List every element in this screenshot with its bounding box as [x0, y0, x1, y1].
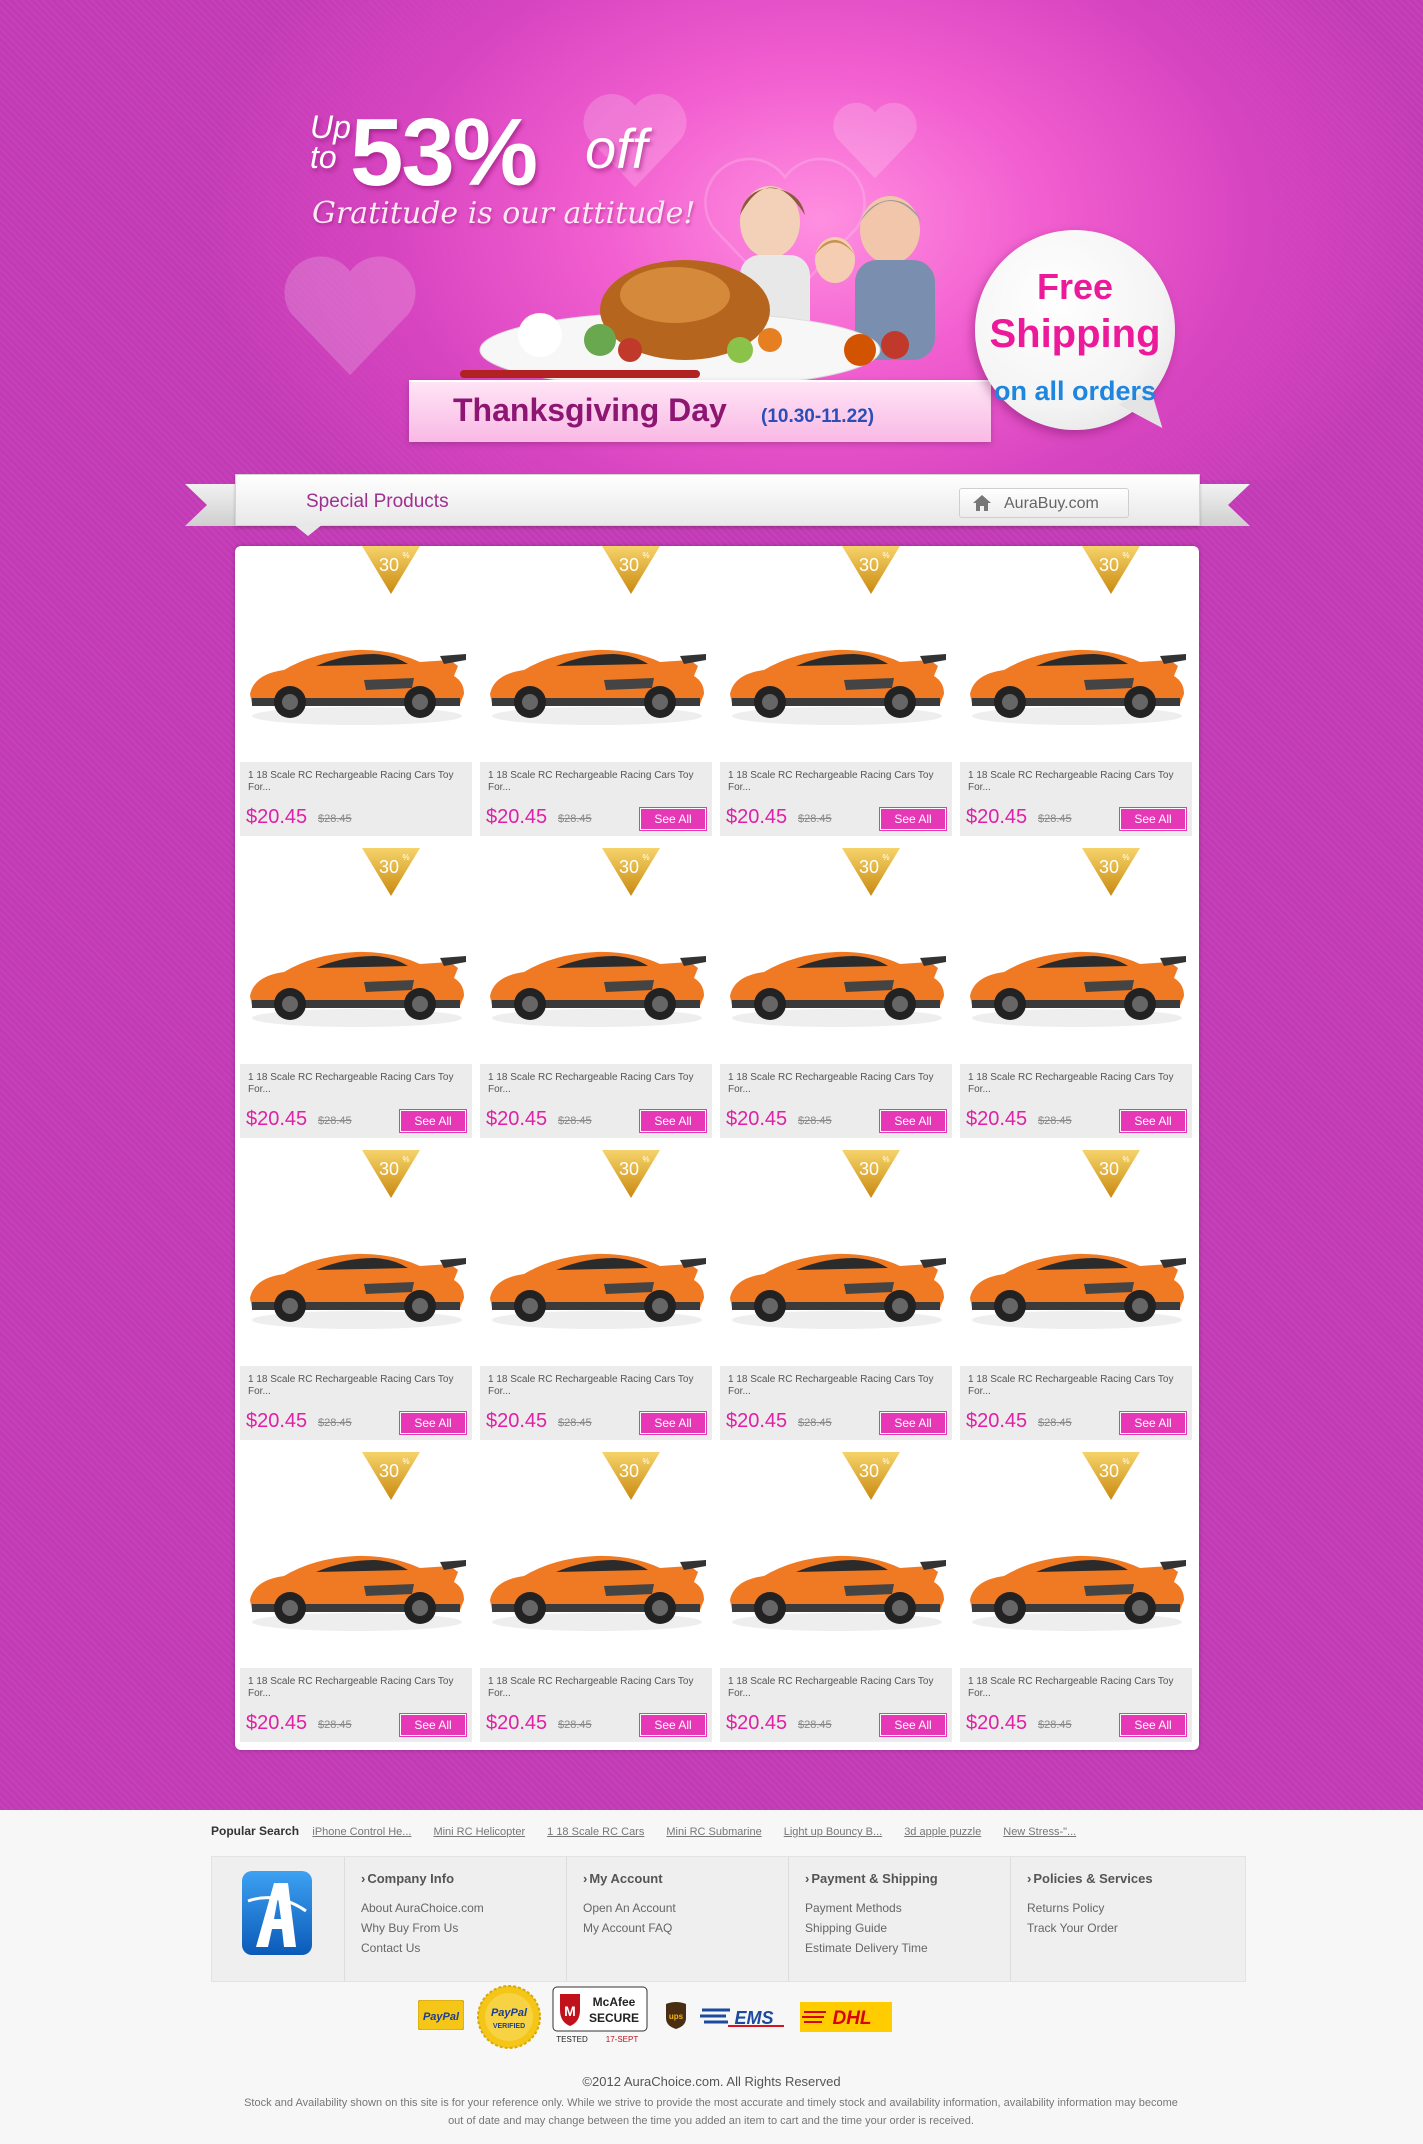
rc-car-image [724, 1222, 950, 1332]
product-info [720, 1064, 952, 1138]
svg-text:SECURE: SECURE [588, 2011, 640, 2025]
product-old-price: $28.45 [798, 1417, 832, 1429]
product-price: $20.45 [726, 806, 788, 828]
section-title: Special Products [306, 491, 449, 512]
footer-column-title: › Payment & Shipping [805, 1871, 938, 1886]
product-grid [235, 546, 1199, 1750]
discount-badge-icon [602, 1452, 660, 1500]
rc-car-image [244, 920, 470, 1030]
discount-badge [362, 848, 420, 896]
discount-badge [1082, 1452, 1140, 1500]
svg-text:PayPal: PayPal [422, 2011, 460, 2023]
product-info [480, 1064, 712, 1138]
svg-text:%: % [642, 1457, 650, 1466]
svg-text:30: 30 [378, 1159, 400, 1179]
footer-link[interactable]: Returns Policy [1027, 1901, 1105, 1915]
product-price: $20.45 [246, 1410, 308, 1432]
see-all-button[interactable]: See All [880, 808, 946, 830]
upto-text: Up to [310, 109, 351, 175]
holiday-title: Thanksgiving Day [453, 392, 727, 428]
product-card[interactable] [720, 1452, 952, 1742]
product-info [960, 762, 1192, 836]
product-old-price: $28.45 [318, 813, 352, 825]
see-all-button[interactable]: See All [1120, 1412, 1186, 1434]
product-price: $20.45 [726, 1108, 788, 1130]
discount-badge [602, 1150, 660, 1198]
product-name[interactable]: 1 18 Scale RC Rechargeable Racing Cars Toy For... [728, 1676, 934, 1699]
product-name[interactable]: 1 18 Scale RC Rechargeable Racing Cars Toy For... [248, 1676, 454, 1699]
rc-car-image [724, 920, 950, 1030]
ups-logo-icon [664, 2002, 688, 2030]
product-info [240, 1366, 472, 1440]
product-info [240, 762, 472, 836]
svg-text:%: % [642, 853, 650, 862]
rc-car-image [964, 1222, 1190, 1332]
product-old-price: $28.45 [318, 1115, 352, 1127]
shipping-line-3: on all orders [993, 376, 1157, 406]
product-info [960, 1064, 1192, 1138]
product-old-price: $28.45 [558, 1115, 592, 1127]
discount-badge [602, 546, 660, 594]
see-all-button[interactable]: See All [1120, 808, 1186, 830]
product-card[interactable] [720, 546, 952, 836]
product-info [240, 1668, 472, 1742]
rc-car-image [484, 1222, 710, 1332]
popular-search [211, 1824, 1098, 1838]
banner-tagline: Gratitude is our attitude! [312, 196, 696, 231]
svg-text:%: % [402, 1457, 410, 1466]
product-old-price: $28.45 [558, 1719, 592, 1731]
svg-text:30: 30 [1098, 857, 1120, 877]
header-notch [293, 524, 323, 536]
svg-text:30: 30 [618, 857, 640, 877]
paypal-verified-seal-icon [476, 1984, 542, 2050]
thanksgiving-family-image [440, 160, 960, 390]
discount-badge [602, 1452, 660, 1500]
svg-text:TESTED: TESTED [556, 2035, 588, 2044]
svg-text:%: % [882, 1457, 890, 1466]
product-card[interactable] [960, 1150, 1192, 1440]
popular-search-link[interactable]: Mini RC Helicopter [433, 1826, 526, 1838]
svg-text:%: % [642, 1155, 650, 1164]
product-info [960, 1668, 1192, 1742]
product-old-price: $28.45 [798, 813, 832, 825]
product-name[interactable]: 1 18 Scale RC Rechargeable Racing Cars Toy For... [968, 1676, 1174, 1699]
see-all-button[interactable]: See All [880, 1714, 946, 1736]
paypal-logo-icon [418, 2000, 464, 2030]
rc-car-image [484, 920, 710, 1030]
svg-text:17-SEPT: 17-SEPT [605, 2035, 639, 2044]
product-price: $20.45 [726, 1410, 788, 1432]
svg-text:McAfee: McAfee [592, 1995, 636, 2009]
product-card[interactable] [480, 1150, 712, 1440]
rc-car-image [964, 1524, 1190, 1634]
discount-badge-icon [602, 1150, 660, 1198]
discount-badge [842, 546, 900, 594]
footer-column [1010, 1857, 1233, 1981]
discount-badge [1082, 546, 1140, 594]
product-name[interactable]: 1 18 Scale RC Rechargeable Racing Cars Toy For... [488, 770, 694, 793]
footer-link[interactable]: Estimate Delivery Time [805, 1941, 928, 1955]
svg-text:30: 30 [618, 1461, 640, 1481]
dhl-logo-icon [800, 2002, 892, 2032]
rc-car-image [244, 618, 470, 728]
product-card[interactable] [720, 848, 952, 1138]
popular-search-label: Popular Search [211, 1824, 300, 1838]
rc-car-image [724, 618, 950, 728]
svg-text:30: 30 [378, 857, 400, 877]
svg-text:%: % [1122, 853, 1130, 862]
see-all-button[interactable]: See All [400, 1412, 466, 1434]
free-shipping-bubble [975, 230, 1175, 430]
discount-badge-icon [362, 1452, 420, 1500]
product-price: $20.45 [966, 1410, 1028, 1432]
svg-text:30: 30 [618, 1159, 640, 1179]
payment-logos [418, 1982, 1018, 2048]
svg-text:%: % [1122, 1155, 1130, 1164]
footer-column [566, 1857, 789, 1981]
svg-text:ups: ups [668, 2012, 684, 2021]
footer-column [788, 1857, 1011, 1981]
rc-car-image [244, 1222, 470, 1332]
product-price: $20.45 [246, 806, 308, 828]
rc-car-image [484, 618, 710, 728]
product-name[interactable]: 1 18 Scale RC Rechargeable Racing Cars Toy For... [488, 1676, 694, 1699]
product-card[interactable] [960, 848, 1192, 1138]
svg-text:DHL: DHL [832, 2008, 872, 2029]
product-info [720, 762, 952, 836]
product-name[interactable]: 1 18 Scale RC Rechargeable Racing Cars Toy For... [248, 1374, 454, 1397]
decorative-heart-icon [280, 250, 420, 380]
discount-badge [1082, 1150, 1140, 1198]
product-name[interactable]: 1 18 Scale RC Rechargeable Racing Cars Toy For... [968, 770, 1174, 793]
discount-badge [842, 848, 900, 896]
discount-badge [602, 848, 660, 896]
svg-text:30: 30 [858, 1159, 880, 1179]
product-old-price: $28.45 [798, 1115, 832, 1127]
rc-car-image [964, 618, 1190, 728]
discount-badge-icon [1082, 848, 1140, 896]
product-name[interactable]: 1 18 Scale RC Rechargeable Racing Cars Toy For... [728, 1072, 934, 1095]
site-footer [0, 1810, 1423, 2144]
product-price: $20.45 [246, 1108, 308, 1130]
aurabuy-link-button[interactable] [959, 488, 1129, 518]
product-price: $20.45 [486, 1108, 548, 1130]
discount-badge [362, 1452, 420, 1500]
discount-badge [842, 1452, 900, 1500]
product-name[interactable]: 1 18 Scale RC Rechargeable Racing Cars Toy For... [728, 770, 934, 793]
product-old-price: $28.45 [1038, 813, 1072, 825]
product-card[interactable] [960, 546, 1192, 836]
see-all-button[interactable]: See All [1120, 1110, 1186, 1132]
discount-badge-icon [602, 546, 660, 594]
see-all-button[interactable]: See All [640, 1714, 706, 1736]
discount-badge [362, 546, 420, 594]
popular-search-links [312, 1824, 1098, 1838]
footer-column [344, 1857, 567, 1981]
product-card[interactable] [240, 1452, 472, 1742]
popular-search-link[interactable]: 1 18 Scale RC Cars [547, 1826, 645, 1838]
footer-link[interactable]: Payment Methods [805, 1901, 902, 1915]
thanksgiving-ribbon [409, 380, 991, 442]
shipping-line-1: Free [1036, 266, 1114, 307]
svg-text:30: 30 [858, 1461, 880, 1481]
copyright-text: ©2012 AuraChoice.com. All Rights Reserved [582, 2074, 841, 2089]
section-header-bar [235, 474, 1200, 526]
footer-column-title: › Policies & Services [1027, 1871, 1153, 1886]
svg-text:%: % [882, 551, 890, 560]
product-old-price: $28.45 [318, 1417, 352, 1429]
svg-text:30: 30 [1098, 555, 1120, 575]
see-all-button[interactable]: See All [880, 1110, 946, 1132]
product-card[interactable] [480, 1452, 712, 1742]
popular-search-link[interactable]: 3d apple puzzle [904, 1826, 982, 1838]
see-all-button[interactable]: See All [640, 1412, 706, 1434]
aurabuy-link-label: AuraBuy.com [1004, 495, 1099, 512]
stock-disclaimer: Stock and Availability shown on this site is for your reference only. While we strive to provide the most accurate and timely stock and availability information, availability information may become out of date and may change between the time you added an item to cart and the time your order is received. [244, 2097, 1178, 2127]
product-price: $20.45 [966, 806, 1028, 828]
promo-banner [0, 0, 1423, 480]
footer-link[interactable]: Open An Account [583, 1901, 676, 1915]
product-price: $20.45 [486, 1410, 548, 1432]
product-old-price: $28.45 [798, 1719, 832, 1731]
product-info [480, 762, 712, 836]
product-info [480, 1668, 712, 1742]
product-price: $20.45 [726, 1712, 788, 1734]
product-name[interactable]: 1 18 Scale RC Rechargeable Racing Cars Toy For... [728, 1374, 934, 1397]
discount-badge [362, 1150, 420, 1198]
product-price: $20.45 [486, 806, 548, 828]
footer-link[interactable]: About AuraChoice.com [361, 1901, 484, 1915]
footer-links-panel [211, 1856, 1246, 1982]
discount-badge-icon [842, 1150, 900, 1198]
svg-text:%: % [1122, 1457, 1130, 1466]
product-name[interactable]: 1 18 Scale RC Rechargeable Racing Cars Toy For... [968, 1374, 1174, 1397]
product-old-price: $28.45 [558, 813, 592, 825]
off-text: off [585, 117, 648, 180]
product-name[interactable]: 1 18 Scale RC Rechargeable Racing Cars Toy For... [248, 770, 454, 793]
see-all-button[interactable]: See All [880, 1412, 946, 1434]
svg-text:30: 30 [1098, 1159, 1120, 1179]
svg-text:%: % [402, 551, 410, 560]
section-header [185, 474, 1250, 536]
product-card[interactable] [720, 1150, 952, 1440]
footer-link[interactable]: My Account FAQ [583, 1921, 673, 1935]
svg-text:%: % [642, 551, 650, 560]
svg-text:M: M [564, 2003, 576, 2019]
footer-link[interactable]: Contact Us [361, 1941, 421, 1955]
svg-text:30: 30 [618, 555, 640, 575]
product-price: $20.45 [966, 1712, 1028, 1734]
popular-search-link[interactable]: Mini RC Submarine [666, 1826, 762, 1838]
product-card[interactable] [480, 848, 712, 1138]
see-all-button[interactable]: See All [400, 1110, 466, 1132]
product-info [960, 1366, 1192, 1440]
rc-car-image [484, 1524, 710, 1634]
svg-text:30: 30 [1098, 1461, 1120, 1481]
product-card[interactable] [480, 546, 712, 836]
holiday-dates: (10.30-11.22) [761, 406, 875, 427]
svg-text:%: % [882, 853, 890, 862]
see-all-button[interactable]: See All [640, 1110, 706, 1132]
product-name[interactable]: 1 18 Scale RC Rechargeable Racing Cars Toy For... [968, 1072, 1174, 1095]
popular-search-link[interactable]: New Stress-"... [1003, 1826, 1077, 1838]
discount-badge-icon [362, 848, 420, 896]
see-all-button[interactable]: See All [1120, 1714, 1186, 1736]
footer-column-title: › My Account [583, 1871, 663, 1886]
product-old-price: $28.45 [318, 1719, 352, 1731]
discount-badge-icon [842, 546, 900, 594]
popular-search-link[interactable]: Light up Bouncy B... [783, 1826, 883, 1838]
rc-car-image [964, 920, 1190, 1030]
discount-badge [842, 1150, 900, 1198]
product-info [720, 1668, 952, 1742]
discount-badge [1082, 848, 1140, 896]
discount-badge-icon [1082, 1452, 1140, 1500]
product-price: $20.45 [486, 1712, 548, 1734]
product-old-price: $28.45 [558, 1417, 592, 1429]
footer-link[interactable]: Shipping Guide [805, 1921, 888, 1935]
see-all-button[interactable]: See All [400, 1714, 466, 1736]
product-card[interactable] [960, 1452, 1192, 1742]
footer-link[interactable]: Track Your Order [1027, 1921, 1118, 1935]
svg-text:VERIFIED: VERIFIED [492, 2023, 526, 2030]
discount-badge-icon [362, 546, 420, 594]
svg-text:30: 30 [378, 1461, 400, 1481]
footer-link[interactable]: Why Buy From Us [361, 1921, 459, 1935]
see-all-button[interactable]: See All [640, 808, 706, 830]
rc-car-image [724, 1524, 950, 1634]
product-name[interactable]: 1 18 Scale RC Rechargeable Racing Cars Toy For... [248, 1072, 454, 1095]
product-price: $20.45 [246, 1712, 308, 1734]
product-name[interactable]: 1 18 Scale RC Rechargeable Racing Cars Toy For... [488, 1374, 694, 1397]
product-old-price: $28.45 [1038, 1417, 1072, 1429]
home-icon [972, 494, 992, 512]
ems-logo-icon [700, 2004, 786, 2030]
aurachoice-logo-icon [242, 1871, 312, 1955]
discount-badge-icon [1082, 546, 1140, 594]
svg-text:%: % [402, 1155, 410, 1164]
product-info [480, 1366, 712, 1440]
shipping-line-2: Shipping [989, 312, 1161, 356]
rc-car-image [244, 1524, 470, 1634]
discount-badge-icon [842, 1452, 900, 1500]
product-card[interactable] [240, 546, 472, 836]
svg-text:PayPal: PayPal [490, 2007, 528, 2019]
svg-text:%: % [882, 1155, 890, 1164]
product-info [240, 1064, 472, 1138]
discount-badge-icon [362, 1150, 420, 1198]
mcafee-secure-logo-icon [552, 1986, 648, 2046]
svg-text:EMS: EMS [734, 2008, 774, 2028]
popular-search-link[interactable]: iPhone Control He... [312, 1826, 412, 1838]
discount-badge-icon [602, 848, 660, 896]
discount-percent: 53% [350, 99, 537, 206]
svg-text:30: 30 [378, 555, 400, 575]
product-old-price: $28.45 [1038, 1115, 1072, 1127]
product-price: $20.45 [966, 1108, 1028, 1130]
product-card[interactable] [240, 848, 472, 1138]
svg-text:%: % [1122, 551, 1130, 560]
discount-badge-icon [842, 848, 900, 896]
product-info [720, 1366, 952, 1440]
svg-text:30: 30 [858, 555, 880, 575]
svg-text:%: % [402, 853, 410, 862]
product-card[interactable] [240, 1150, 472, 1440]
footer-column-title: › Company Info [361, 1871, 454, 1886]
product-old-price: $28.45 [1038, 1719, 1072, 1731]
svg-text:30: 30 [858, 857, 880, 877]
discount-badge-icon [1082, 1150, 1140, 1198]
product-name[interactable]: 1 18 Scale RC Rechargeable Racing Cars Toy For... [488, 1072, 694, 1095]
